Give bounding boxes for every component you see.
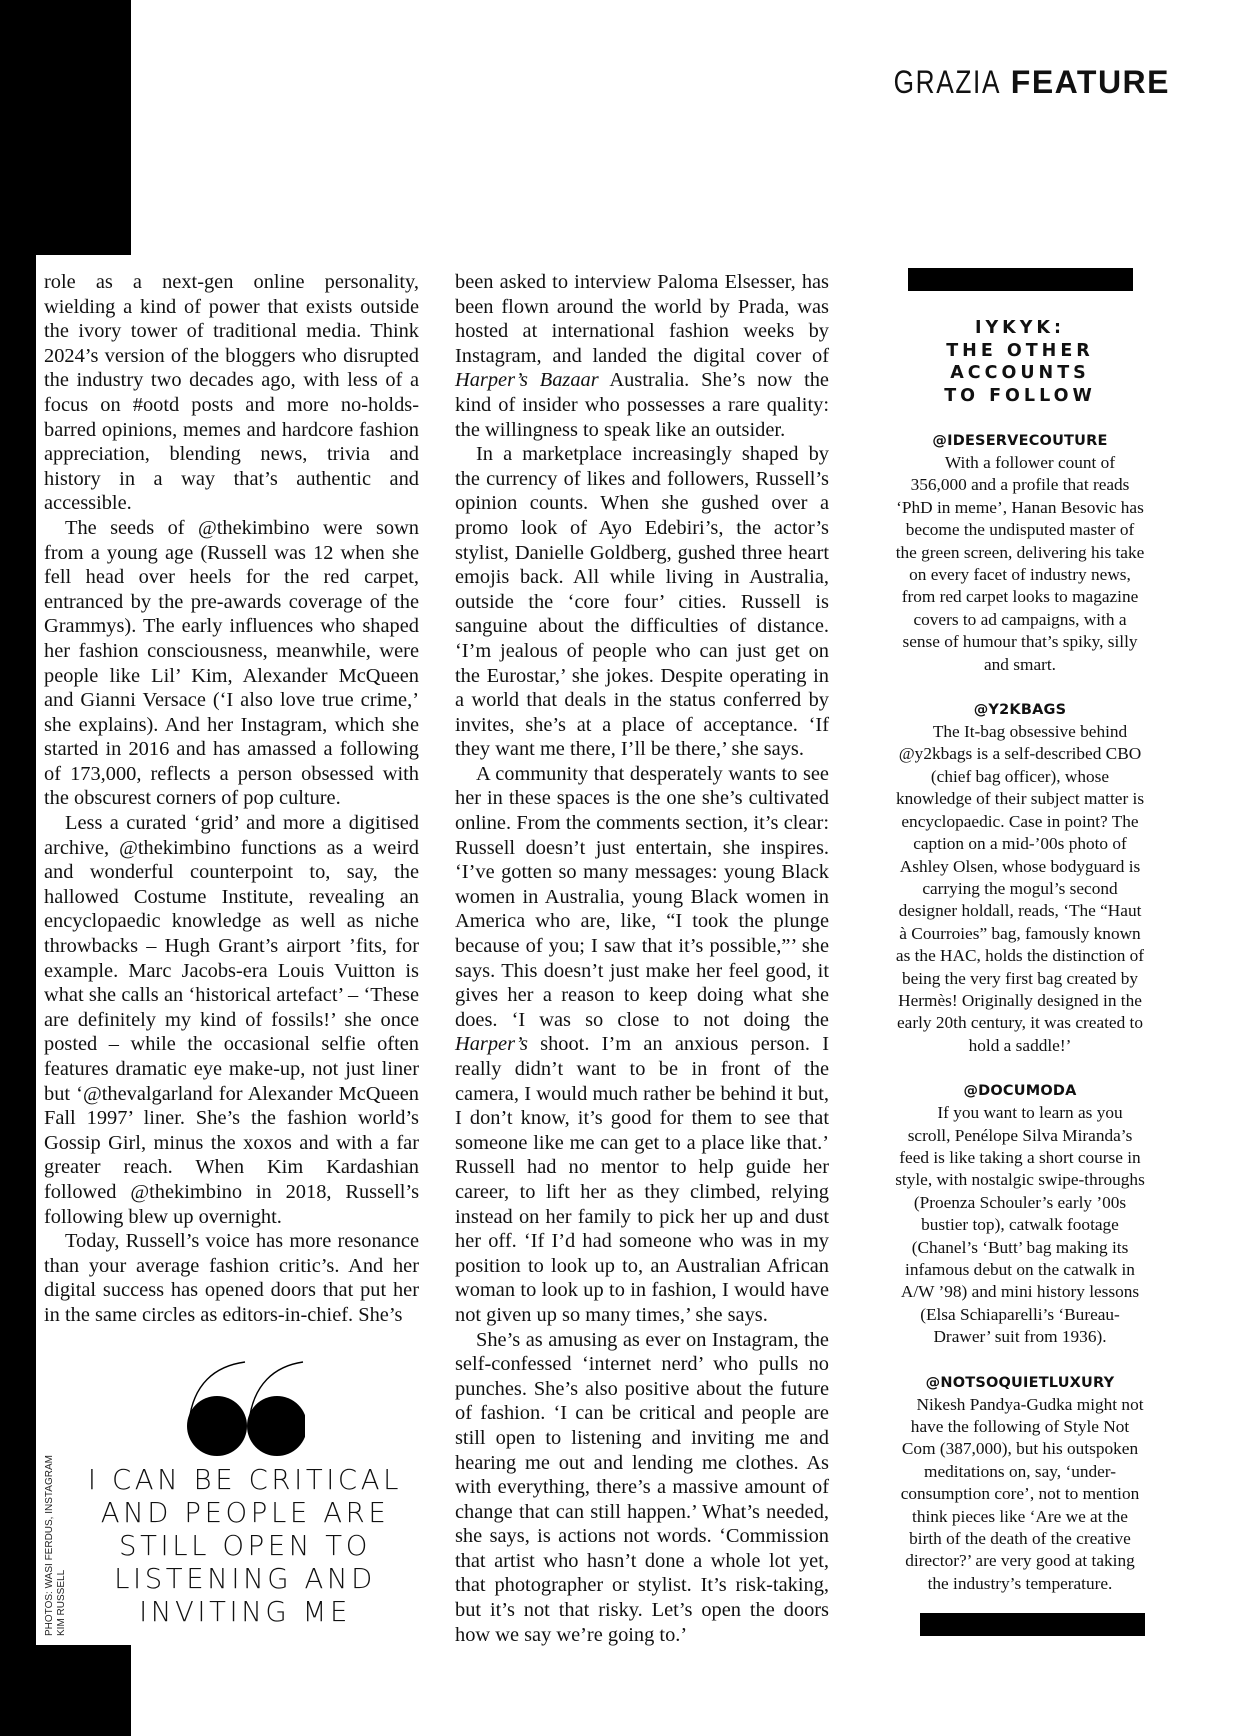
text-run: Australia. She’s now the kind of insider who possesses a rare quality: the willingness to speak like an outsider. bbox=[455, 369, 829, 441]
account-description: With a follower count of 356,000 and a profile that reads ‘PhD in meme’, Hanan Besovic has become the undisputed master of the green screen, delivering his take on every facet of industry news, from red carpet looks to magazine covers to ad campaigns, with a sense of humour that’s spiky, silly and smart. bbox=[895, 453, 1145, 674]
account-handle: @IDESERVECOUTURE bbox=[932, 433, 1108, 449]
publication-title: Harper’s Bazaar bbox=[455, 369, 599, 392]
account-description: The It-bag obsessive behind @y2kbags is a self-described CBO (chief bag officer), whose knowledge of their subject matter is encyclopaedic. Case in point? The caption on a mid-’00s photo of Ashley Olsen, whose bodyguard is carrying the mogul’s second designer holdall, reads, ‘The “Haut à Courroies” bag, famously known as the HAC, holds the distinction of being the very first bag created by Hermès! Originally designed in the early 20th century, it was created to hold a saddle!’ bbox=[895, 722, 1145, 1055]
sidebar-accounts-to-follow bbox=[895, 268, 1145, 1618]
article-paragraph bbox=[455, 762, 829, 1328]
sidebar-title-line: TO FOLLOW bbox=[944, 385, 1096, 406]
article-paragraph: In a marketplace increasingly shaped by the currency of likes and followers, Russell’s opinion counts. When she gushed over a promo look of Ayo Edebiri’s, the actor’s stylist, Danielle Goldberg, gushed three heart emojis back. All while living in Australia, outside the ‘core four’ cities. Russell is sanguine about the difficulties of distance. ‘I’m jealous of people who can just get on the Eurostar,’ she jokes. Despite operating in a world that deals in the status conferred by invites, she’s at a place of acceptance. ‘If they want me there, I’ll be there,’ she says. bbox=[455, 443, 829, 761]
photo-credit bbox=[44, 1455, 68, 1636]
pull-quote-text: I CAN BE CRITICAL AND PEOPLE ARE STILL OPEN TO LISTENING AND INVITING ME bbox=[87, 1464, 403, 1628]
article-paragraph: The seeds of @thekimbino were sown from a young age (Russell was 12 when she fell head over heels for the red carpet, entranced by the pre-awards coverage of the Grammys). The early influences who shaped her fashion consciousness, meanwhile, were people like Lil’ Kim, Alexander McQueen and Gianni Versace (‘I also love true crime,’ she explains). And her Instagram, which she started in 2016 and has amassed a following of 173,000, reflects a person obsessed with the obscurest corners of pop culture. bbox=[44, 516, 419, 810]
photo-credit-line-2: KIM RUSSELL bbox=[56, 1569, 67, 1636]
masthead-section: FEATURE bbox=[1010, 64, 1170, 100]
article-paragraph: She’s as amusing as ever on Instagram, the self-confessed ‘internet nerd’ who pulls no punches. She’s also positive about the future of fashion. ‘I can be critical and people are still open to listening and inviting me and hearing me out and lending me clothes. As with everything, there’s a massive amount of change that can still happen.’ What’s needed, she says, is actions not words. ‘Commission that artist who hasn’t done a whole lot yet, that photographer or stylist. It’s risk-taking, but it’s not that risky. Let’s open the doors how we say we’re going to.’ bbox=[455, 1328, 829, 1646]
account-handle: @DOCUMODA bbox=[963, 1083, 1077, 1100]
article-paragraph: Today, Russell’s voice has more resonance than your average fashion critic’s. And her digital success has opened doors that put her in the same circles as editors-in-chief. She’s bbox=[44, 1230, 419, 1326]
account-description: Nikesh Pandya-Gudka might not have the following of Style Not Com (387,000), but his outspoken meditations on, say, ‘under-consumption core’, not to mention think pieces like ‘Are we at the birth of the death of the creative director?’ are very good at taking the industry’s temperature. bbox=[900, 1394, 1144, 1593]
article-paragraph: Less a curated ‘grid’ and more a digitised archive, @thekimbino functions as a weird and wonderful counterpoint to, say, the hallowed Costume Institute, revealing an encyclopaedic knowledge as well as niche throwbacks – Hugh Grant’s airport ’fits, for example. Marc Jacobs-era Louis Vuitton is what she calls an ‘historical artefact’ – ‘These are definitely my kind of fossils!’ she once posted – while the occasional selfie often features dramatic eye make-up, not just liner but ‘@thevalgarland for Alexander McQueen Fall 1997’ liner. She’s the fashion world’s Gossip Girl, minus the xoxos and with a far greater reach. When Kim Kardashian followed @thekimbino in 2018, Russell’s following blew up overnight. bbox=[44, 812, 419, 1228]
sidebar-title-line: IYKYK: bbox=[975, 318, 1065, 338]
article-paragraph bbox=[455, 270, 829, 442]
account-handle: @Y2KBAGS bbox=[973, 702, 1067, 719]
sidebar-title-line: THE OTHER bbox=[946, 340, 1094, 361]
sidebar-rule-top bbox=[908, 268, 1133, 291]
photo-credit-line-1: PHOTOS: WASI FERDUS, INSTAGRAM bbox=[44, 1455, 55, 1636]
sidebar-title-line: ACCOUNTS bbox=[950, 363, 1090, 383]
publication-title: Harper’s bbox=[455, 1033, 528, 1056]
article-paragraph: role as a next-gen online personality, wielding a kind of power that exists outside the ivory tower of traditional media. Think 2024’s version of the bloggers who disrupted the industry two decades ago, with less of a focus on #ootd posts and more no-holds-barred opinions, memes and hardcore fashion appreciation, blending news, trivia and history in a way that’s authentic and accessible. bbox=[44, 271, 419, 515]
sidebar-rule-bottom bbox=[920, 1613, 1145, 1636]
text-run: shoot. I’m an anxious person. I really didn’t want to be in front of the camera, I would much rather be behind it but, I don’t know, it’s good for them to see that someone like me can get to a place like that.’ Russell had no mentor to help guide her career, to lift her as they climbed, relying instead on her family to pick her up and dust her off. ‘If I’d had someone who was in my position to look up to, an Australian African woman to look up to in fashion, I would have not given up so many times,’ she says. bbox=[455, 1033, 829, 1326]
account-handle: @NOTSOQUIETLUXURY bbox=[925, 1374, 1115, 1391]
account-description: If you want to learn as you scroll, Penélope Silva Miranda’s feed is like taking a short course in style, with nostalgic swipe-throughs (Proenza Schouler’s early ’00s bustier top), catwalk footage (Chanel’s ‘Butt’ bag making its infamous debut on the catwalk in A/W ’98) and mini history lessons (Elsa Schiaparelli’s ‘Bureau-Drawer’ suit from 1936). bbox=[895, 1103, 1145, 1347]
article-column-2 bbox=[455, 270, 829, 1647]
pull-quote bbox=[70, 1360, 420, 1629]
sidebar-title bbox=[895, 317, 1145, 407]
masthead bbox=[870, 64, 1170, 101]
decorative-black-block-top bbox=[0, 0, 131, 255]
text-run: been asked to interview Paloma Elsesser, has been flown around the world by Prada, was hosted at international fashion weeks by Instagram, and landed the digital cover of bbox=[455, 271, 829, 367]
text-run: A community that desperately wants to see her in these spaces is the one she’s cultivated online. From the comments section, it’s clear: Russell doesn’t just entertain, she inspires. ‘I’ve gotten so many messages: young Black women in Australia, young Black women in America who are, like, “I took the plunge because of you; I saw that it’s possible,”’ she says. This doesn’t just make her feel good, it gives her a reason to keep doing what she does. ‘I was so close to not doing the bbox=[455, 762, 829, 1031]
masthead-brand: GRAZIA bbox=[893, 64, 1001, 100]
decorative-black-block-bottom bbox=[0, 1645, 131, 1736]
article-column-1 bbox=[44, 270, 419, 1328]
decorative-black-strip-left bbox=[0, 255, 36, 1736]
quote-marks-icon bbox=[185, 1360, 305, 1460]
